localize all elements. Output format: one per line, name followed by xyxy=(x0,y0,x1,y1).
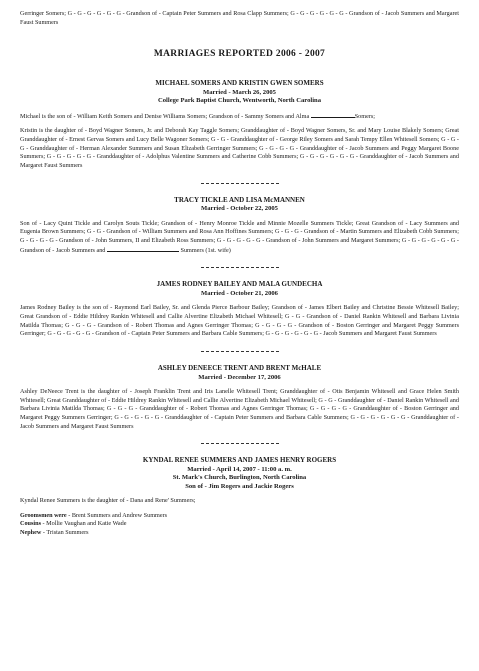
marriage-1-place: College Park Baptist Church, Wentworth, North Carolina xyxy=(157,97,321,105)
marriage-1-names: MICHAEL SOMERS AND KRISTIN GWEN SOMERS xyxy=(155,79,324,88)
marriage-4-lineage: Ashley DeNeece Trent is the daughter of - Joseph Franklin Trent and Iris Lanelle Whitesell Trent; Granddaughter of - Otis Benjamin Whitesell and Grace Helen Smith Whitesell; Great Granddaughter of - Eddie Hildrey Rankin Whitesell and Callie Alvertine Elizabeth Michael Whitesell; G - G - Granddaughter of - Daniel Rankin Whitesell and Barbara Livinia Matilda Thomas; G - G - G - Granddaughter of - Robert Thomas and Agnes Gerringer Thomas; G - G - G - G - Granddaughter of - Boston Gerringer and Margaret Peggy Summers Gerringer; G - G - G - G - G - Granddaughter of - Captain Peter Summers and Barbara Cable Summers; G - G - G - G - G - G - Granddaughter of - Jacob Summers and Margaret Faust Summers xyxy=(20,387,459,430)
marriage-5-place: St. Mark's Church, Burlington, North Carolina xyxy=(172,474,307,482)
marriage-3-lineage: James Rodney Bailey is the son of - Raymond Earl Bailey, Sr. and Glenda Pierce Barbour Bailey; Grandson of - James Elbert Bailey and Christine Bessie Whitesell Bailey; Great Grandson of - Eddie Hildrey Rankin Whitesell and Callie Alvertine Elizabeth Michael Whitesell; G - G - Grandson of - Daniel Rankin Whitesell and Barbara Livinia Matilda Thomas; G - G - G - Grandson of - Robert Thomas and Agnes Gerringer Thomas; G - G - G - G - Grandson of - Boston Gerringer and Margaret Peggy Summers Gerringer; G - G - G - G - G - Grandson of - Captain Peter Summers and Barbara Cable Summers; G - G - G - G - G - G - Jacob Summers and Margaret Faust Summers xyxy=(20,304,459,338)
section-separator xyxy=(201,267,279,268)
blank-line xyxy=(311,112,355,118)
section-separator xyxy=(201,183,279,184)
marriage-3-date: Married - October 21, 2006 xyxy=(201,289,278,297)
marriage-4-date: Married - December 17, 2006 xyxy=(198,373,281,381)
marriage-5-date: Married - April 14, 2007 - 11:00 a. m. xyxy=(187,465,292,473)
marriage-5-names: KYNDAL RENEE SUMMERS AND JAMES HENRY ROGERS xyxy=(142,456,337,465)
cousins-names: - Mollie Vaughan and Katie Wade xyxy=(40,520,127,528)
section-separator xyxy=(201,351,279,352)
marriage-2-date: Married - October 22, 2005 xyxy=(201,205,278,213)
marriage-1-groom-lineage xyxy=(20,112,459,122)
marriage-5-header xyxy=(20,456,459,491)
cousins-label: Cousins xyxy=(20,520,41,528)
marriage-2-header xyxy=(20,196,459,214)
marriage-1-groom-text: Michael is the son of - William Keith Somers and Denise Williams Somers; Grandson of - Sammy Somers and Alma xyxy=(20,112,310,120)
groomsmen-label: Groomsmen were xyxy=(20,511,67,519)
marriage-1-date: Married - March 26, 2005 xyxy=(203,88,276,96)
groomsmen-names: - Brent Summers and Andrew Summers xyxy=(66,511,168,519)
wedding-party-cousins xyxy=(20,520,459,529)
marriage-4-header xyxy=(20,364,459,382)
marriage-3-names: JAMES RODNEY BAILEY AND MALA GUNDECHA xyxy=(156,280,323,289)
marriage-1-header xyxy=(20,79,459,105)
intro-paragraph: Gerringer Somers; G - G - G - G - G - G - Grandson of - Captain Peter Summers and Rosa Clapp Summers; G - G - G - G - G - G - Grandson of - Jacob Summers and Margaret Faust Summers xyxy=(20,10,459,26)
nephew-name: - Tristan Summers xyxy=(41,529,89,537)
section-separator xyxy=(201,443,279,444)
marriage-5-bride-lineage: Kyndal Renee Summers is the daughter of - Dana and Rene' Summers; xyxy=(20,497,196,505)
marriage-2-lineage-text: Son of - Lacy Quint Tickle and Carolyn Souts Tickle; Grandson of - Henry Monroe Tickle and Minnie Mozelle Summers Tickle; Great Grandson of - Lacy Summers and Eugenia Brown Summers; G - G - Grandson of - William Summers and Rosa Ann Hoffines Summers; G - G - G - Grandson of - Martin Summers and Elizabeth Cobb Summers; G - G - G - G - Grandson of - John Summers, II and Elizabeth Ross Summers; G - G - G - G - G - Grandson of - John Summers and Margaret Summers; G - G - G - G - G - G - Grandson of - Jacob Summers and xyxy=(20,219,459,254)
wedding-party-nephew xyxy=(20,529,459,538)
marriage-1-bride-lineage: Kristin is the daughter of - Boyd Wagner Somers, Jr. and Deborah Kay Taggle Somers; Granddaughter of - Boyd Wagner Somers, Sr. and Mary Louise Blakely Somers; Great Granddaughter of - Ernest Gervas Somers and Lucy Belle Wagoner Somers; G - G - Granddaughter of - George Riley Somers and Sarah Tempy Ellen Whitesell Somers; G - G - G - Granddaughter of - Herman Alexander Summers and Susan Elizabeth Gerringer Summers; G - G - G - G - Granddaughter of - Jacob Summers and Peggy Margaret Boone Summers; G - G - G - G - G - Granddaughter of - Adolphus Valentine Summers and Catherine Cobb Summers; G - G - G - G - G - G - Granddaughter of - Jacob Summers and Margaret Faust Summers xyxy=(20,127,459,170)
blank-line xyxy=(107,246,179,252)
nephew-label: Nephew xyxy=(20,529,42,537)
marriage-3-header xyxy=(20,280,459,298)
marriage-2-lineage-end: Summers (1st. wife) xyxy=(180,246,231,254)
page-heading: MARRIAGES REPORTED 2006 - 2007 xyxy=(153,49,326,60)
marriage-1-groom-text-end: Somers; xyxy=(354,112,376,120)
marriage-2-names: TRACY TICKLE AND LISA McMANNEN xyxy=(174,195,305,204)
marriage-2-lineage xyxy=(20,220,459,256)
marriage-4-names: ASHLEY DENEECE TRENT AND BRENT McHALE xyxy=(157,364,322,373)
marriage-5-groom-parents: Son of - Jim Rogers and Jackie Rogers xyxy=(185,482,294,490)
wedding-party-groomsmen xyxy=(20,512,459,521)
